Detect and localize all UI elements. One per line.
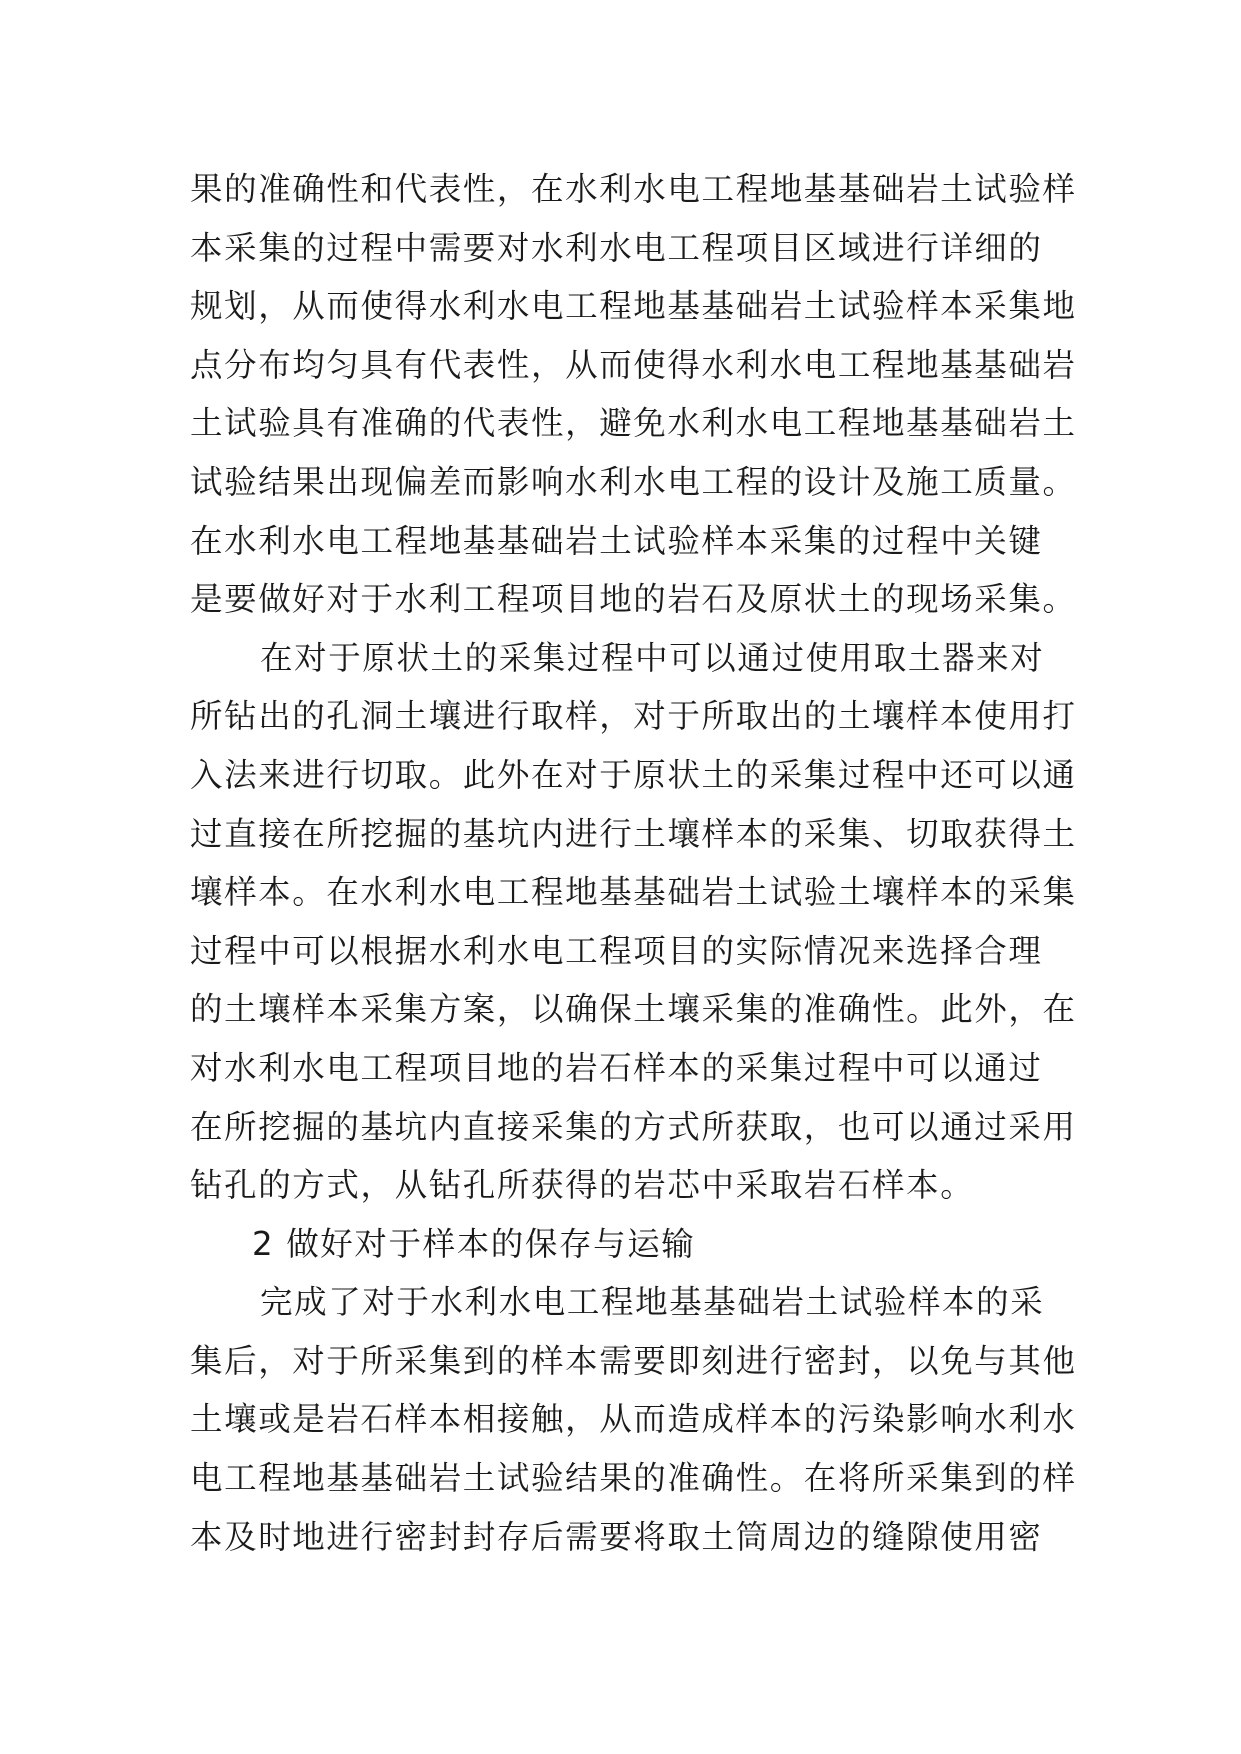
text-line: 集后，对于所采集到的样本需要即刻进行密封，以免与其他 — [190, 1341, 1077, 1380]
text-line: 的土壤样本采集方案，以确保土壤采集的准确性。此外，在 — [190, 990, 1077, 1029]
text-line: 所钻出的孔洞土壤进行取样，对于所取出的土壤样本使用打 — [190, 697, 1077, 736]
text-line: 对水利水电工程项目地的岩石样本的采集过程中可以通过 — [190, 1048, 1043, 1087]
text-line: 钻孔的方式，从钻孔所获得的岩芯中采取岩石样本。 — [190, 1166, 975, 1205]
text-line: 过程中可以根据水利水电工程项目的实际情况来选择合理 — [190, 931, 1043, 970]
text-line: 过直接在所挖掘的基坑内进行土壤样本的采集、切取获得土 — [190, 814, 1077, 853]
text-line: 是要做好对于水利工程项目地的岩石及原状土的现场采集。 — [190, 580, 1077, 619]
text-line: 试验结果出现偏差而影响水利水电工程的设计及施工质量。 — [190, 462, 1077, 501]
text-line: 在所挖掘的基坑内直接采集的方式所获取，也可以通过采用 — [190, 1107, 1077, 1146]
text-line: 在水利水电工程地基基础岩土试验样本采集的过程中关键 — [190, 521, 1043, 560]
text-line: 入法来进行切取。此外在对于原状土的采集过程中还可以通 — [190, 755, 1077, 794]
text-line: 果的准确性和代表性，在水利水电工程地基基础岩土试验样 — [190, 170, 1077, 208]
text-line: 本采集的过程中需要对水利水电工程项目区域进行详细的 — [190, 228, 1043, 267]
body-text — [190, 160, 1077, 1566]
text-line: 土试验具有准确的代表性，避免水利水电工程地基基础岩土 — [190, 404, 1077, 443]
paragraph-start-line: 完成了对于水利水电工程地基基础岩土试验样本的采 — [260, 1283, 1045, 1322]
text-line: 土壤或是岩石样本相接触，从而造成样本的污染影响水利水 — [190, 1400, 1077, 1439]
text-line: 壤样本。在水利水电工程地基基础岩土试验土壤样本的采集 — [190, 873, 1077, 912]
text-line: 电工程地基基础岩土试验结果的准确性。在将所采集到的样 — [190, 1459, 1077, 1498]
text-line: 本及时地进行密封封存后需要将取土筒周边的缝隙使用密 — [190, 1517, 1043, 1556]
text-line: 规划，从而使得水利水电工程地基基础岩土试验样本采集地 — [190, 287, 1077, 326]
section-heading: 2 做好对于样本的保存与运输 — [252, 1224, 696, 1263]
paragraph-start-line: 在对于原状土的采集过程中可以通过使用取土器来对 — [260, 638, 1045, 677]
text-line: 点分布均匀具有代表性，从而使得水利水电工程地基基础岩 — [190, 345, 1077, 384]
